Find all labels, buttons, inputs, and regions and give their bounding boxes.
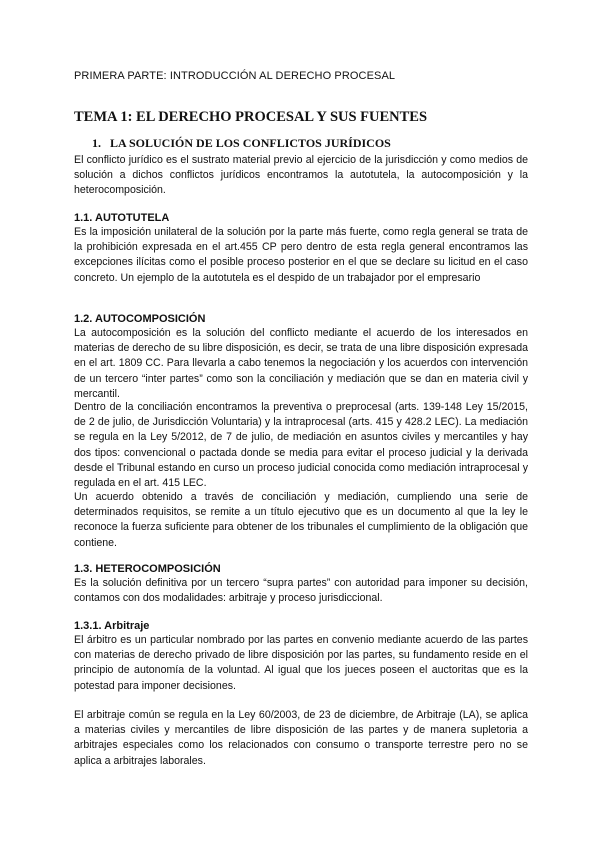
part-heading: PRIMERA PARTE: INTRODUCCIÓN AL DERECHO PROCESAL xyxy=(74,70,396,82)
intro-paragraph: El conflicto jurídico es el sustrato material previo al ejercicio de la jurisdicción y como medios de solución a dichos conflictos jurídicos encontramos la autotutela, la autocomposición y la heterocomposición. xyxy=(74,154,528,197)
section-heading xyxy=(92,136,391,151)
section-number: 1. xyxy=(92,136,101,150)
section-title: LA SOLUCIÓN DE LOS CONFLICTOS JURÍDICOS xyxy=(110,136,391,150)
paragraph-arbitraje-1: El árbitro es un particular nombrado por las partes en convenio mediante acuerdo de las partes con materias de derecho privado de libre disposición por las partes, su fundamento reside en el principio de autonomía de la voluntad. Al igual que los jueces poseen el auctoritas que es la potestad para imponer decisiones. xyxy=(74,634,528,692)
paragraph-autocomposicion-2: Dentro de la conciliación encontramos la preventiva o preprocesal (arts. 139-148 Ley 15/2015, de 2 de julio, de Jurisdicción Voluntaria) y la intraprocesal (arts. 415 y 428.2 LEC). La mediación se regula en la Ley 5/2012, de 7 de julio, de mediación en asuntos civiles y mercantiles y hay dos tipos: convencional o pactada donde se media para evitar el proceso judicial y la derivada desde el Tribunal estando en curso un proceso judicial conocida como mediación intraprocesal y regulada en el art. 415 LEC. xyxy=(74,401,528,490)
subheading-arbitraje: 1.3.1. Arbitraje xyxy=(74,620,150,632)
subheading-heterocomposicion: 1.3. HETEROCOMPOSICIÓN xyxy=(74,563,221,575)
subheading-autotutela: 1.1. AUTOTUTELA xyxy=(74,212,170,224)
paragraph-heterocomposicion: Es la solución definitiva por un tercero “supra partes” con autoridad para imponer su decisión, contamos con dos modalidades: arbitraje y proceso jurisdiccional. xyxy=(74,577,528,605)
paragraph-autocomposicion-1: La autocomposición es la solución del conflicto mediante el acuerdo de los interesados en materias de derecho de su libre disposición, es decir, se trata de una libre disposición expresada en el art. 1809 CC. Para llevarla a cabo tenemos la negociación y los acuerdos con intervención de un tercero “inter partes” como son la conciliación y mediación que se dan en materia civil y mercantil. xyxy=(74,327,528,400)
paragraph-arbitraje-2: El arbitraje común se regula en la Ley 60/2003, de 23 de diciembre, de Arbitraje (LA), se aplica a materias civiles y mercantiles de libre disposición de las partes y de manera supletoria a arbitrajes especiales como los relacionados con consumo o transporte terrestre pero no se aplica a arbitrajes laborales. xyxy=(74,709,528,767)
paragraph-autotutela: Es la imposición unilateral de la solución por la parte más fuerte, como regla general se trata de la prohibición expresada en el art.455 CP pero dentro de esta regla general encontramos las excepciones ilícitas como el posible proceso posterior en el que se declare su licitud en el caso concreto. Un ejemplo de la autotutela es el despido de un trabajador por el empresario xyxy=(74,226,528,284)
paragraph-autocomposicion-3: Un acuerdo obtenido a través de conciliación y mediación, cumpliendo una serie de determinados requisitos, se remite a un título ejecutivo que es un documento al que la ley le reconoce la fuerza suficiente para obtener de los tribunales el cumplimiento de la obligación que contiene. xyxy=(74,491,528,549)
chapter-title: TEMA 1: EL DERECHO PROCESAL Y SUS FUENTES xyxy=(74,109,428,125)
subheading-autocomposicion: 1.2. AUTOCOMPOSICIÓN xyxy=(74,313,206,325)
